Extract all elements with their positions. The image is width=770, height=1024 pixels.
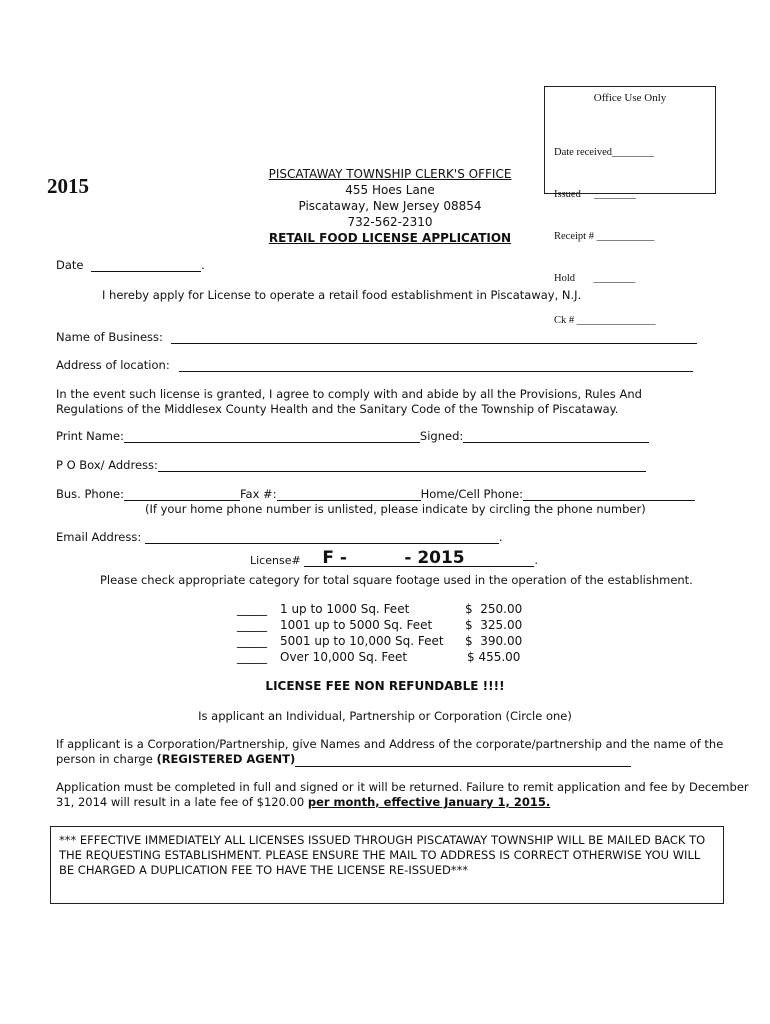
fee-row — [237, 633, 523, 649]
registered-agent: (REGISTERED AGENT) — [156, 752, 296, 766]
fee-price: $ 455.00 — [467, 650, 521, 664]
po-box-row — [56, 458, 646, 472]
fee-row — [237, 601, 523, 617]
office-ck: Ck # _______________ — [554, 315, 656, 326]
date-label: Date — [56, 258, 84, 272]
registered-agent-field[interactable] — [295, 754, 631, 767]
fee-checkbox[interactable]: _____ — [237, 650, 267, 664]
po-box-label: P O Box/ Address: — [56, 458, 158, 472]
fee-label: 1001 up to 5000 Sq. Feet — [280, 618, 433, 632]
bus-phone-field[interactable] — [124, 488, 240, 501]
license-label: License# — [250, 554, 301, 567]
fee-label: 5001 up to 10,000 Sq. Feet — [280, 634, 444, 648]
office-use-lines — [554, 118, 715, 356]
fax-label: Fax #: — [239, 487, 277, 501]
signed-field[interactable] — [463, 430, 649, 443]
license-year: - 2015 — [404, 548, 465, 568]
late-fee-effective: per month, effective January 1, 2015. — [307, 795, 551, 809]
form-year: 2015 — [47, 174, 89, 198]
mail-notice-box — [50, 826, 724, 904]
office-use-box — [544, 86, 716, 326]
mail-notice-text: *** EFFECTIVE IMMEDIATELY ALL LICENSES ISSUED THROUGH PISCATAWAY TOWNSHIP WILL BE MAILED BACK TO THE REQUESTING ESTABLISHMENT. PLEASE ENSURE THE MAIL TO ADDRESS IS CORRECT OTHERWISE YOU WILL BE CHARGED A DUPLICATION FEE TO HAVE THE LICENSE RE-ISSUED*** — [59, 833, 706, 877]
license-field[interactable] — [304, 550, 534, 567]
fee-price: $ 325.00 — [465, 618, 523, 632]
print-name-row — [56, 429, 649, 443]
phone-note: (If your home phone number is unlisted, please indicate by circling the phone number) — [145, 502, 646, 516]
print-name-label: Print Name: — [56, 429, 124, 443]
fee-label: 1 up to 1000 Sq. Feet — [280, 602, 410, 616]
print-name-field[interactable] — [124, 430, 420, 443]
fax-field[interactable] — [277, 488, 421, 501]
office-name: PISCATAWAY TOWNSHIP CLERK'S OFFICE — [268, 167, 512, 181]
fee-row — [237, 617, 523, 633]
po-box-field[interactable] — [158, 459, 646, 472]
business-name-label: Name of Business: — [56, 330, 163, 344]
home-cell-field[interactable] — [523, 488, 695, 501]
apply-text: I hereby apply for License to operate a retail food establishment in Piscataway, N.J. — [102, 288, 582, 302]
fee-checkbox[interactable]: _____ — [237, 618, 267, 632]
category-text: Please check appropriate category for total square footage used in the operation of the establishment. — [100, 573, 693, 587]
non-refundable-notice: LICENSE FEE NON REFUNDABLE !!!! — [265, 679, 505, 693]
phone-row — [56, 487, 695, 501]
address-location-row — [56, 358, 693, 372]
license-row — [250, 550, 538, 567]
form-title: RETAIL FOOD LICENSE APPLICATION — [268, 231, 512, 245]
fee-price: $ 250.00 — [465, 602, 523, 616]
business-name-row — [56, 330, 697, 344]
applicant-type: Is applicant an Individual, Partnership or Corporation (Circle one) — [198, 709, 572, 723]
date-suffix: . — [201, 258, 205, 272]
office-hold: Hold ________ — [554, 273, 636, 284]
date-field[interactable] — [91, 259, 201, 272]
fee-checkbox[interactable]: _____ — [237, 602, 267, 616]
fee-table — [237, 601, 523, 665]
corp-text-line-1: If applicant is a Corporation/Partnership, give Names and Address of the corporate/partnership and the name of the — [56, 737, 724, 751]
agree-text — [56, 387, 642, 417]
office-phone: 732-562-2310 — [347, 215, 433, 229]
fee-price: $ 390.00 — [465, 634, 523, 648]
email-label: Email Address: — [56, 530, 142, 544]
office-issued: Issued ________ — [554, 189, 636, 200]
late-fee-line-2 — [56, 795, 749, 810]
agree-text-line-2: Regulations of the Middlesex County Health and the Sanitary Code of the Township of Piscataway. — [56, 402, 619, 416]
fee-checkbox[interactable]: _____ — [237, 634, 267, 648]
header — [240, 166, 540, 246]
corp-text-person: person in charge — [56, 752, 157, 766]
business-name-field[interactable] — [171, 331, 697, 344]
home-cell-label: Home/Cell Phone: — [420, 487, 524, 501]
late-fee-amount: 31, 2014 will result in a late fee of $120.00 — [56, 795, 308, 809]
office-street: 455 Hoes Lane — [345, 183, 435, 197]
bus-phone-label: Bus. Phone: — [56, 487, 124, 501]
office-city: Piscataway, New Jersey 08854 — [298, 199, 482, 213]
date-row — [56, 258, 205, 272]
email-row — [56, 530, 503, 544]
email-field[interactable] — [145, 531, 499, 544]
agree-text-line-1: In the event such license is granted, I agree to comply with and abide by all the Provisions, Rules And — [56, 387, 642, 401]
office-use-title: Office Use Only — [593, 92, 667, 104]
license-suffix: . — [534, 553, 538, 567]
address-location-field[interactable] — [179, 359, 693, 372]
corp-text — [56, 737, 723, 767]
corp-text-line-2 — [56, 752, 723, 767]
office-date-received: Date received________ — [554, 147, 655, 158]
address-location-label: Address of location: — [56, 358, 170, 372]
email-suffix: . — [498, 530, 503, 544]
license-prefix: F - — [322, 548, 347, 568]
late-fee-line-1: Application must be completed in full and signed or it will be returned. Failure to remit application and fee by December — [56, 780, 749, 794]
signed-label: Signed: — [419, 429, 464, 443]
fee-row — [237, 649, 521, 665]
fee-label: Over 10,000 Sq. Feet — [280, 650, 408, 664]
late-fee-text — [56, 780, 749, 810]
office-receipt: Receipt # ___________ — [554, 231, 655, 242]
